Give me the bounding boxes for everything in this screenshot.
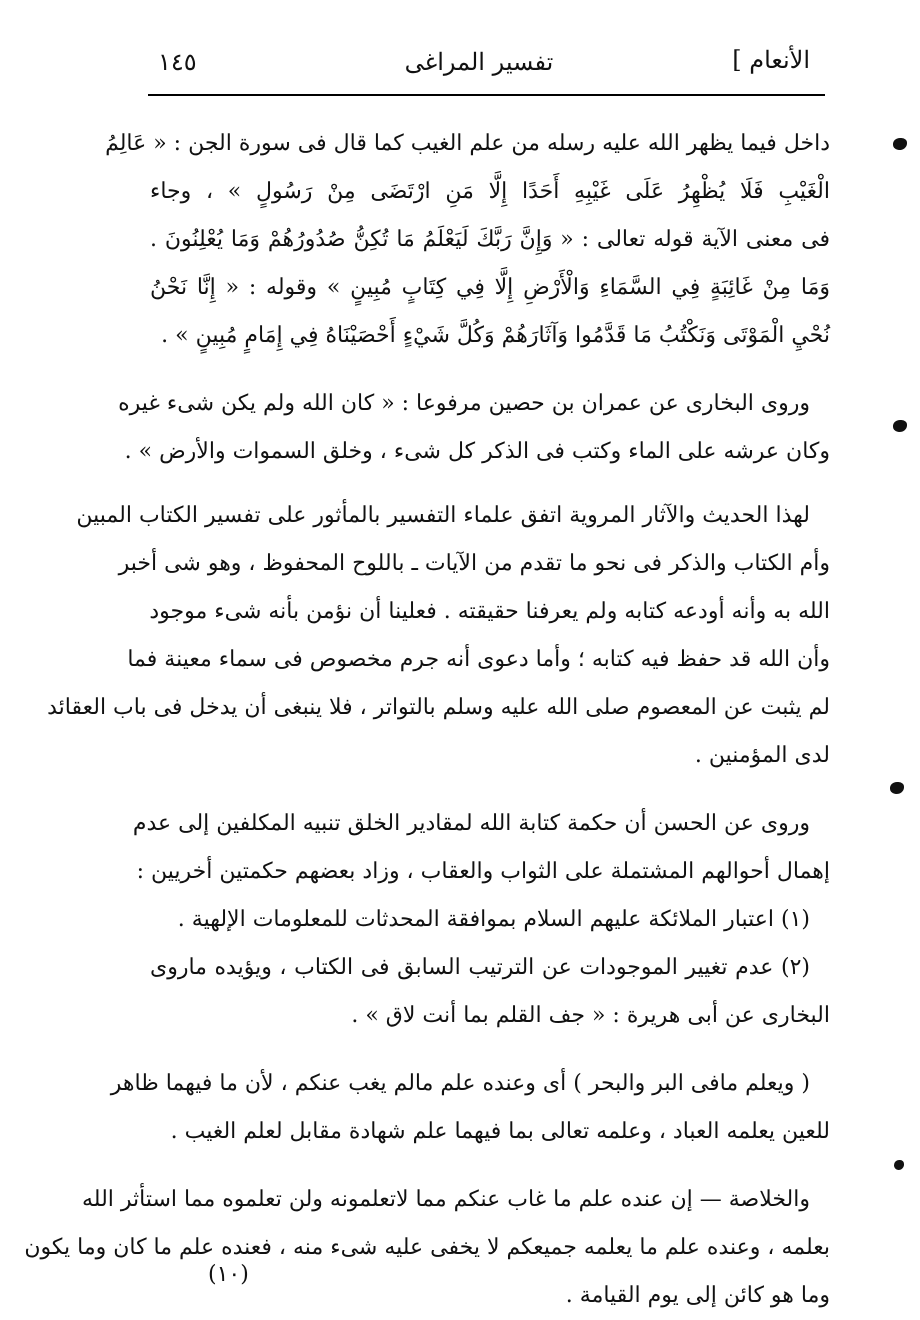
text-line: (٢) عدم تغيير الموجودات عن الترتيب السابق فى الكتاب ، ويؤيده ماروى xyxy=(150,955,810,980)
text-line: فى معنى الآية قوله تعالى : « وَإِنَّ رَبَّكَ لَيَعْلَمُ مَا تُكِنُّ صُدُورُهُمْ وَمَا يُعْلِنُونَ . xyxy=(150,227,830,252)
margin-mark xyxy=(893,420,907,432)
text-line: وأم الكتاب والذكر فى نحو ما تقدم من الآيات ـ باللوح المحفوظ ، وهو شى أخبر xyxy=(118,551,830,576)
text-line: الْغَيْبِ فَلَا يُظْهِرُ عَلَى غَيْبِهِ أَحَدًا إِلَّا مَنِ ارْتَضَى مِنْ رَسُولٍ » ، وجاء xyxy=(150,179,830,204)
text-line: بعلمه ، وعنده علم ما يعلمه جميعكم لا يخفى عليه شىء منه ، فعنده علم ما كان وما يكون xyxy=(24,1235,830,1260)
text-line: نُحْيِ الْمَوْتَى وَنَكْتُبُ مَا قَدَّمُوا وَآثَارَهُمْ وَكُلَّ شَيْءٍ أَحْصَيْنَاهُ فِي إِمَامٍ مُبِينٍ » . xyxy=(161,323,830,348)
text-line: لم يثبت عن المعصوم صلى الله عليه وسلم بالتواتر ، فلا ينبغى أن يدخل فى باب العقائد xyxy=(47,695,830,720)
text-line: وروى البخارى عن عمران بن حصين مرفوعا : « كان الله ولم يكن شىء غيره xyxy=(118,391,810,416)
text-line: وكان عرشه على الماء وكتب فى الذكر كل شىء ، وخلق السموات والأرض » . xyxy=(124,439,830,464)
text-line: وروى عن الحسن أن حكمة كتابة الله لمقادير الخلق تنبيه المكلفين إلى عدم xyxy=(132,811,810,836)
text-line: داخل فيما يظهر الله عليه رسله من علم الغيب كما قال فى سورة الجن : « عَالِمُ xyxy=(105,131,830,156)
text-line: الله به وأنه أودعه كتابه ولم يعرفنا حقيقته . فعلينا أن نؤمن بأنه شىء موجود xyxy=(149,599,830,624)
text-line: وما هو كائن إلى يوم القيامة . xyxy=(565,1283,830,1308)
text-line: (١) اعتبار الملائكة عليهم السلام بموافقة المحدثات للمعلومات الإلهية . xyxy=(177,907,810,932)
header-rule xyxy=(148,94,825,96)
surah-name: الأنعام ] xyxy=(732,46,810,74)
margin-mark xyxy=(890,782,904,794)
text-line: لدى المؤمنين . xyxy=(694,743,830,768)
text-line: ( ويعلم مافى البر والبحر ) أى وعنده علم مالم يغب عنكم ، لأن ما فيهما ظاهر xyxy=(110,1071,810,1096)
page-number: ١٤٥ xyxy=(158,48,197,76)
text-line: إهمال أحوالهم المشتملة على الثواب والعقاب ، وزاد بعضهم حكمتين أخريين : xyxy=(136,859,830,884)
text-line: البخارى عن أبى هريرة : « جف القلم بما أنت لاق » . xyxy=(351,1003,830,1028)
margin-mark xyxy=(894,1160,904,1170)
page-header xyxy=(148,40,810,92)
text-line: وَمَا مِنْ غَائِبَةٍ فِي السَّمَاءِ وَالْأَرْضِ إِلَّا فِي كِتَابٍ مُبِينٍ » وقوله : « إِنَّا نَحْنُ xyxy=(150,275,830,300)
text-line: لهذا الحديث والآثار المروية اتفق علماء التفسير بالمأثور على تفسير الكتاب المبين xyxy=(76,503,810,528)
text-line: للعين يعلمه العباد ، وعلمه تعالى بما فيهما علم شهادة مقابل لعلم الغيب . xyxy=(170,1119,830,1144)
text-line: وأن الله قد حفظ فيه كتابه ؛ وأما دعوى أنه جرم مخصوص فى سماء معينة فما xyxy=(127,647,830,672)
text-line: والخلاصة — إن عنده علم ما غاب عنكم مما لاتعلمونه ولن تعلموه مما استأثر الله xyxy=(82,1187,810,1212)
margin-mark xyxy=(893,138,907,150)
book-title: تفسير المراغى xyxy=(404,48,554,76)
signature-number: (١٠) xyxy=(208,1262,249,1287)
